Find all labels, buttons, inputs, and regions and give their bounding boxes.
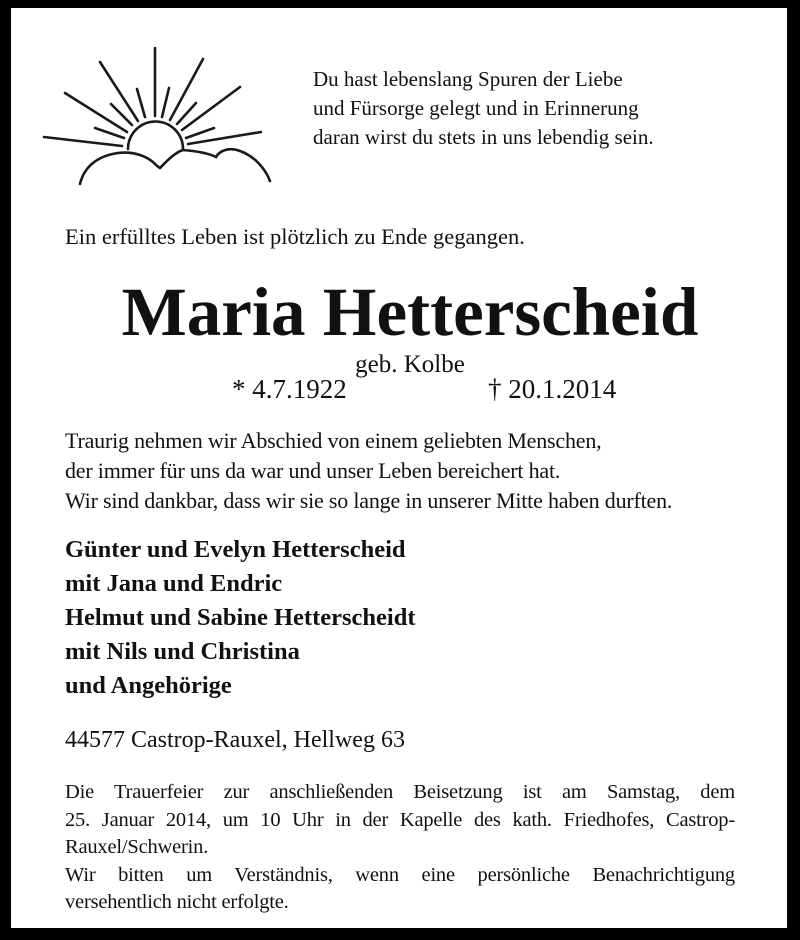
tribute-line: Wir sind dankbar, dass wir sie so lange in unserer Mitte haben durften. [65, 488, 673, 513]
deceased-name: Maria Hetterscheid [121, 274, 699, 350]
mourner-line: mit Nils und Christina [65, 638, 300, 665]
epigraph-line: und Fürsorge gelegt und in Erinnerung [313, 96, 639, 120]
notice-line: versehentlich nicht erfolgte. [65, 891, 289, 913]
tribute-line: Traurig nehmen wir Abschied von einem geliebten Menschen, [65, 428, 602, 453]
notice-line: Die Trauerfeier zur anschließenden Beisetzung ist am Samstag, dem [65, 781, 735, 803]
notice-line: Rauxel/Schwerin. [65, 836, 209, 858]
intro-line: Ein erfülltes Leben ist plötzlich zu Ende gegangen. [65, 224, 525, 249]
mourner-line: mit Jana und Endric [65, 570, 283, 597]
notice-line: 25. Januar 2014, um 10 Uhr in der Kapelle des kath. Friedhofes, Castrop- [65, 808, 735, 831]
maiden-name: geb. Kolbe [355, 351, 465, 378]
death-date: † 20.1.2014 [488, 374, 617, 404]
mourners-list [65, 533, 416, 703]
tribute-line: der immer für uns da war und unser Leben bereichert hat. [65, 458, 561, 483]
mourner-line: und Angehörige [65, 672, 232, 699]
birth-date: * 4.7.1922 [232, 374, 347, 404]
rising-sun-icon [0, 0, 300, 200]
epigraph-line: Du hast lebenslang Spuren der Liebe [313, 67, 623, 91]
epigraph [313, 65, 654, 152]
mourner-line: Helmut und Sabine Hetterscheidt [65, 604, 416, 631]
life-dates [0, 374, 800, 406]
notice-line: Wir bitten um Verständnis, wenn eine persönliche Benachrichtigung [65, 863, 735, 886]
tribute-paragraph [65, 426, 672, 516]
epigraph-line: daran wirst du stets in uns lebendig sein. [313, 125, 654, 149]
address-line: 44577 Castrop-Rauxel, Hellweg 63 [65, 727, 405, 753]
funeral-notice [65, 779, 735, 917]
mourner-line: Günter und Evelyn Hetterscheid [65, 536, 406, 563]
